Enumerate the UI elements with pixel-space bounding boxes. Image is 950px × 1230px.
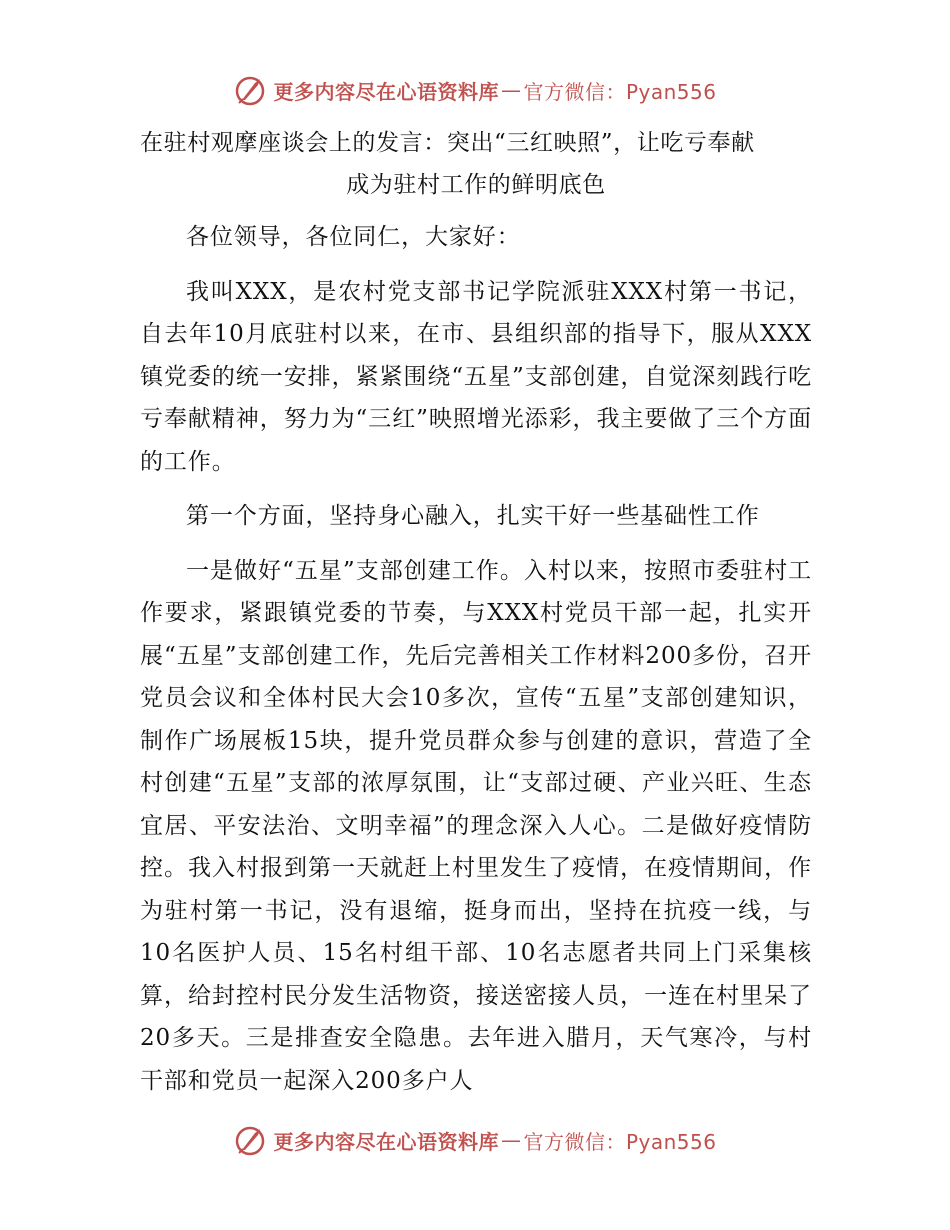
title-line-1: 在驻村观摩座谈会上的发言：突出“三红映照”，让吃亏奉献 xyxy=(140,130,755,156)
watermark-separator: — xyxy=(500,1128,522,1152)
section-heading-1: 第一个方面，坚持身心融入，扎实干好一些基础性工作 xyxy=(186,503,760,529)
watermark-contact: 官方微信：Pyan556 xyxy=(523,79,717,104)
document-body xyxy=(140,118,812,1102)
paragraph-intro: 我叫XXX，是农村党支部书记学院派驻XXX村第一书记，自去年10月底驻村以来，在市、县组织部的指导下，服从XXX镇党委的统一安排，紧紧围绕“五星”支部创建，自觉深刻践行吃亏奉献精神，努力为“三红”映照增光添彩，我主要做了三个方面的工作。 xyxy=(140,278,812,475)
quill-pen-logo-icon xyxy=(233,73,267,107)
watermark-header xyxy=(0,68,950,112)
document-title xyxy=(140,122,812,206)
paragraph-section-1: 一是做好“五星”支部创建工作。入村以来，按照市委驻村工作要求，紧跟镇党委的节奏，与XXX村党员干部一起，扎实开展“五星”支部创建工作，先后完善相关工作材料200多份，召开党员会议和全体村民大会10多次，宣传“五星”支部创建知识，制作广场展板15块，提升党员群众参与创建的意识，营造了全村创建“五星”支部的浓厚氛围，让“支部过硬、产业兴旺、生态宜居、平安法治、文明幸福”的理念深入人心。二是做好疫情防控。我入村报到第一天就赶上村里发生了疫情，在疫情期间，作为驻村第一书记，没有退缩，挺身而出，坚持在抗疫一线，与10名医护人员、15名村组干部、10名志愿者共同上门采集核算，给封控村民分发生活物资，接送密接人员，一连在村里呆了20多天。三是排查安全隐患。去年进入腊月，天气寒冷，与村干部和党员一起深入200多户人 xyxy=(140,557,812,1094)
watermark-brand: 更多内容尽在心语资料库 xyxy=(273,79,499,104)
greeting: 各位领导，各位同仁，大家好： xyxy=(186,224,521,250)
watermark-footer xyxy=(0,1118,950,1162)
watermark-brand: 更多内容尽在心语资料库 xyxy=(273,1129,499,1154)
watermark-contact: 官方微信：Pyan556 xyxy=(523,1129,717,1154)
quill-pen-logo-icon xyxy=(233,1123,267,1157)
watermark-separator: — xyxy=(500,78,522,102)
title-line-2: 成为驻村工作的鲜明底色 xyxy=(346,172,606,198)
